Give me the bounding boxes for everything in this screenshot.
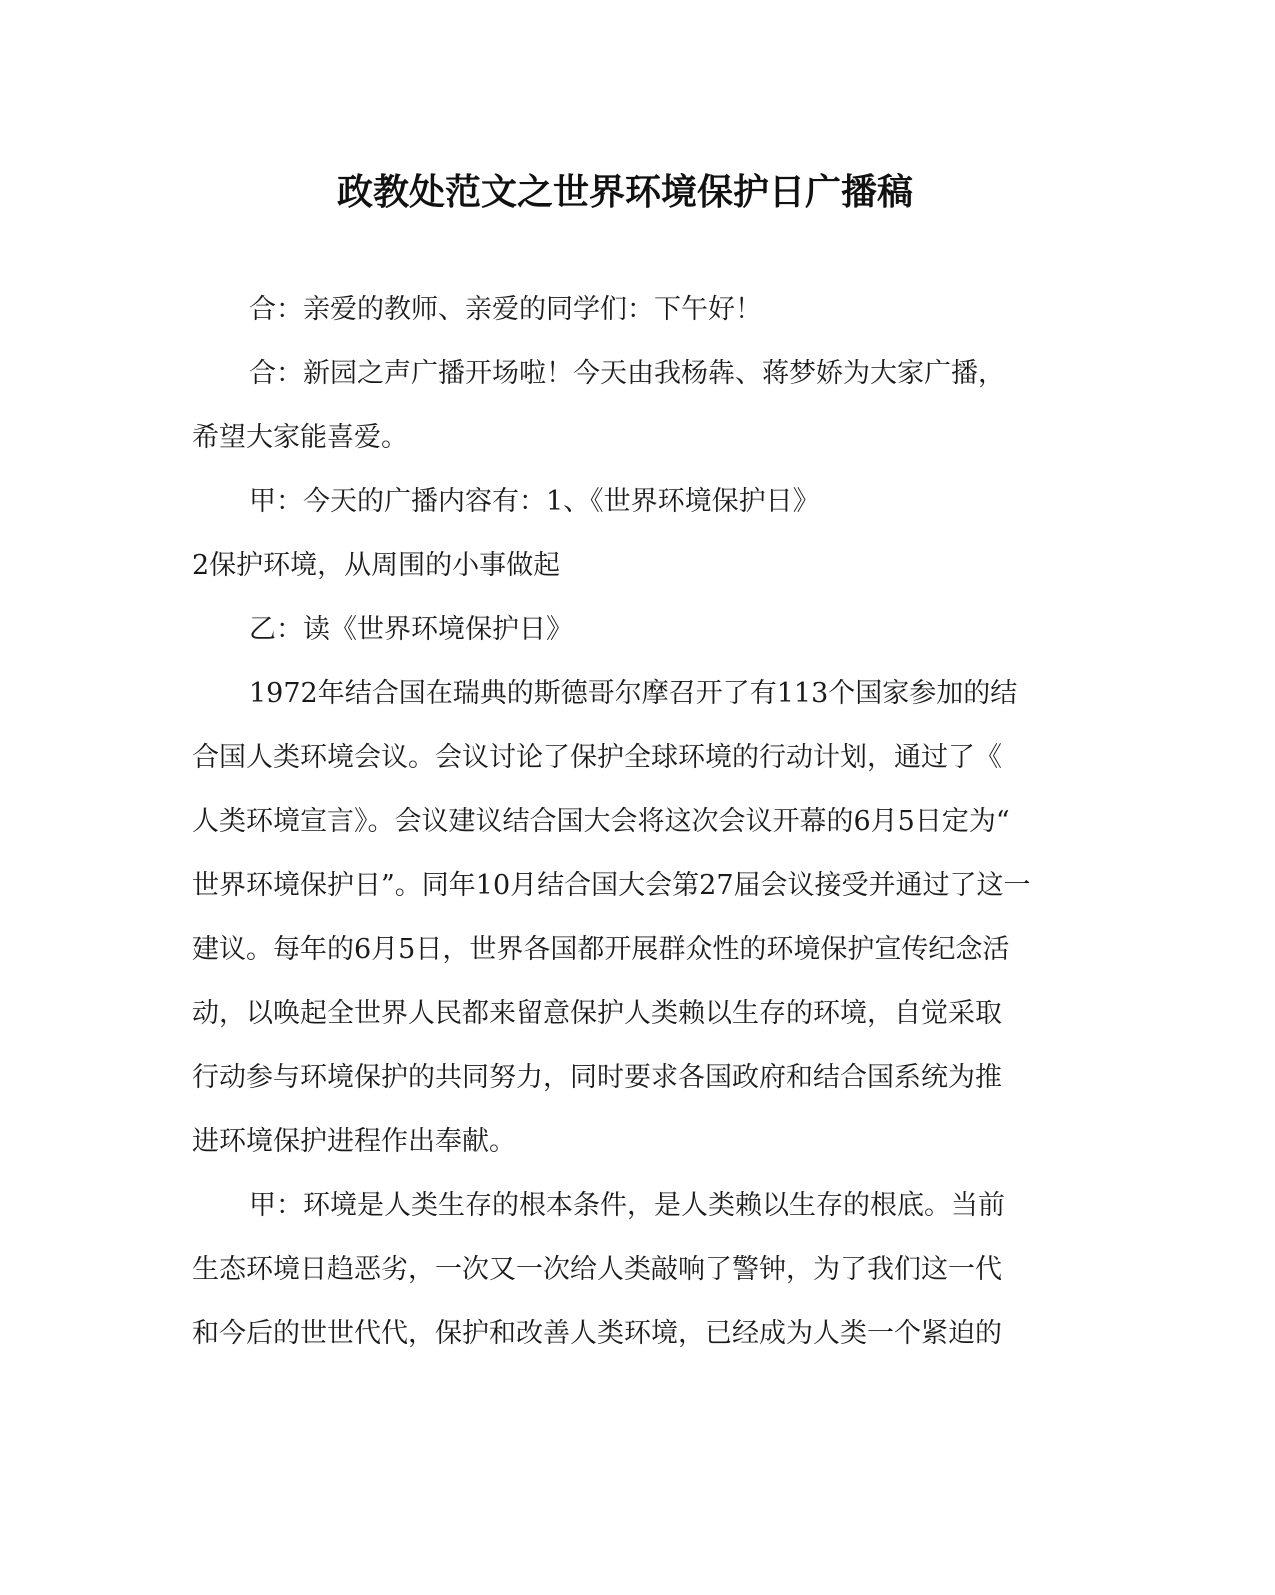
paragraph-line: 甲：环境是人类生存的根本条件，是人类赖以生存的根底。当前 [249, 1190, 1005, 1221]
paragraph-line: 2保护环境，从周围的小事做起 [192, 550, 561, 581]
paragraph-line: 合：亲爱的教师、亲爱的同学们：下午好！ [249, 294, 762, 325]
paragraph-line: 世界环境保护日”。同年10月结合国大会第27届会议接受并通过了这一 [192, 870, 1031, 901]
paragraph-line: 建议。每年的6月5日，世界各国都开展群众性的环境保护宣传纪念活 [192, 934, 1010, 965]
paragraph-line: 和今后的世世代代，保护和改善人类环境，已经成为人类一个紧迫的 [192, 1318, 1002, 1349]
paragraph-line: 合：新园之声广播开场啦！今天由我杨犇、蒋梦娇为大家广播， [249, 358, 1005, 389]
document-title: 政教处范文之世界环境保护日广播稿 [336, 171, 913, 213]
paragraph-line: 希望大家能喜爱。 [192, 422, 408, 453]
paragraph-line: 1972年结合国在瑞典的斯德哥尔摩召开了有113个国家参加的结 [249, 678, 1018, 709]
paragraph-line: 进环境保护进程作出奉献。 [192, 1126, 516, 1157]
paragraph-line: 人类环境宣言》。会议建议结合国大会将这次会议开幕的6月5日定为“ [192, 806, 1010, 837]
paragraph-line: 乙：读《世界环境保护日》 [249, 614, 573, 645]
paragraph-line: 合国人类环境会议。会议讨论了保护全球环境的行动计划，通过了《 [192, 742, 1002, 773]
paragraph-line: 动，以唤起全世界人民都来留意保护人类赖以生存的环境，自觉采取 [192, 998, 1002, 1029]
paragraph-line: 行动参与环境保护的共同努力，同时要求各国政府和结合国系统为推 [192, 1062, 1002, 1093]
paragraph-line: 甲：今天的广播内容有：1、《世界环境保护日》 [249, 486, 820, 517]
paragraph-line: 生态环境日趋恶劣，一次又一次给人类敲响了警钟，为了我们这一代 [192, 1254, 1002, 1285]
document-body [192, 278, 1072, 1366]
